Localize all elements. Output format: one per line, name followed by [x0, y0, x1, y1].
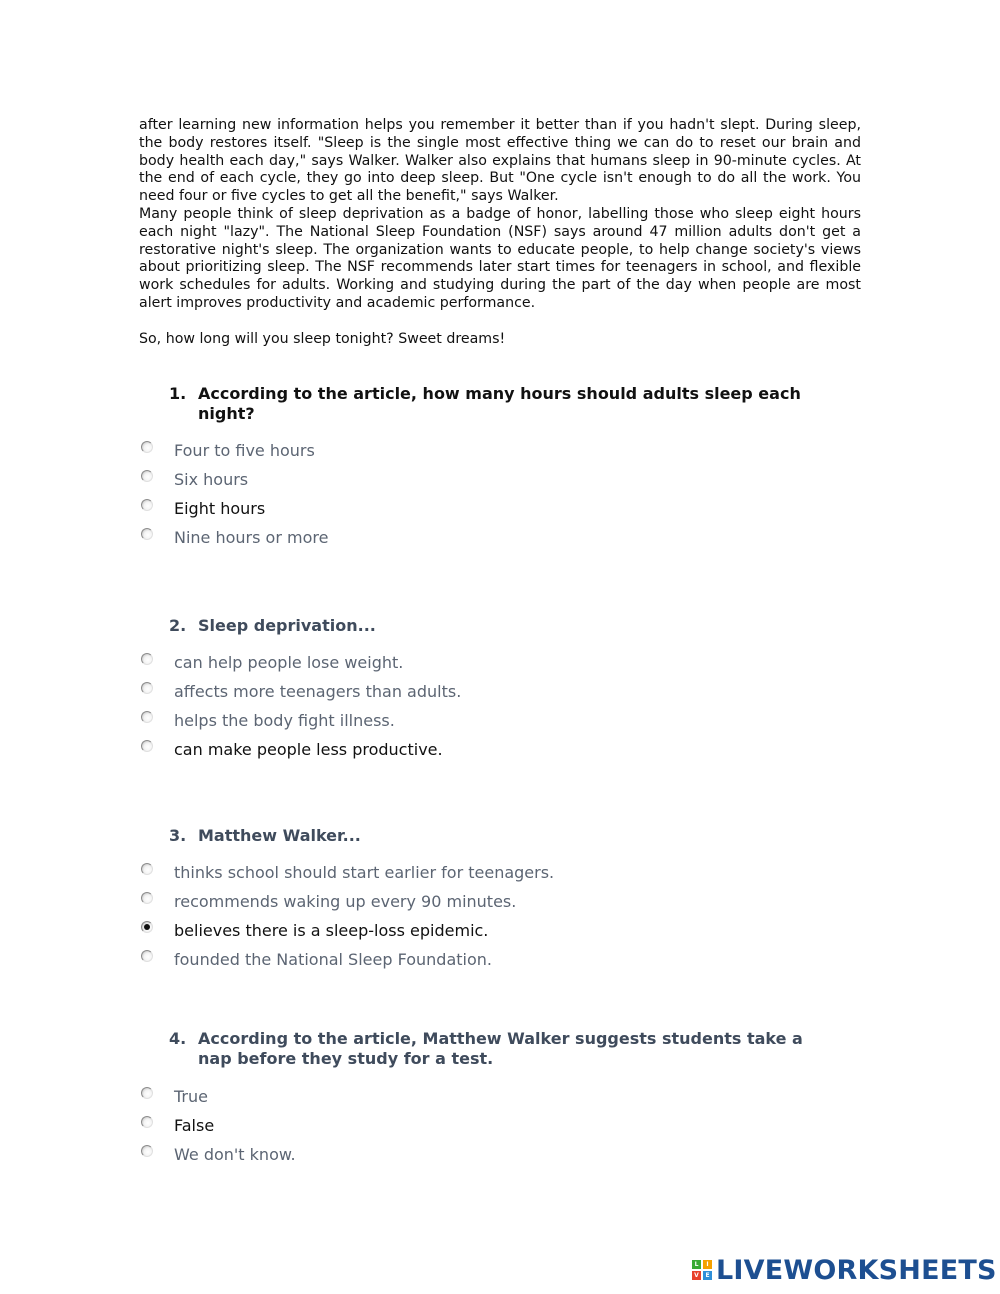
article-paragraph: Many people think of sleep deprivation as a badge of honor, labelling those who sleep eight hours each night "lazy". The National Sleep Foundation (NSF) says around 47 million adults don't get a restorative night's sleep. The organization wants to educate people, to help change society's views about prioritizing sleep. The NSF recommends later start times for teenagers in school, and flexible work schedules for adults. Working and studying during the part of the day when people are most alert improves productivity and academic performance. — [139, 205, 861, 311]
option-label: believes there is a sleep-loss epidemic. — [174, 921, 489, 940]
logo-tile: L — [692, 1260, 701, 1269]
article-text — [139, 117, 861, 348]
logo-tile: E — [703, 1271, 712, 1280]
radio-button[interactable] — [141, 711, 153, 723]
option-label: False — [174, 1116, 215, 1135]
question-text: Sleep deprivation... — [198, 616, 376, 635]
radio-button[interactable] — [141, 499, 153, 511]
option-label: True — [174, 1087, 208, 1106]
option-label: Eight hours — [174, 499, 266, 518]
q3-option-2[interactable] — [139, 892, 839, 921]
q2-option-1[interactable] — [139, 653, 839, 682]
q1-option-2[interactable] — [139, 470, 839, 499]
logo-tile: I — [703, 1260, 712, 1269]
question-text: Matthew Walker... — [198, 826, 361, 845]
question-text: According to the article, how many hours should adults sleep each night? — [198, 384, 801, 423]
option-label: thinks school should start earlier for teenagers. — [174, 863, 555, 882]
radio-button[interactable] — [141, 682, 153, 694]
radio-button-selected[interactable] — [141, 921, 153, 933]
article-closing: So, how long will you sleep tonight? Sweet dreams! — [139, 330, 506, 347]
question-number: 1. — [169, 384, 187, 403]
option-label: Four to five hours — [174, 441, 315, 460]
q4-option-1[interactable] — [139, 1087, 839, 1116]
question-number: 3. — [169, 826, 187, 845]
option-label: Six hours — [174, 470, 249, 489]
logo-tile: V — [692, 1271, 701, 1280]
option-label: can make people less productive. — [174, 740, 443, 759]
q1-option-4[interactable] — [139, 528, 839, 557]
option-label: can help people lose weight. — [174, 653, 404, 672]
q4-option-3[interactable] — [139, 1145, 839, 1174]
option-label: recommends waking up every 90 minutes. — [174, 892, 517, 911]
radio-button[interactable] — [141, 863, 153, 875]
q4-option-2[interactable] — [139, 1116, 839, 1145]
option-label: founded the National Sleep Foundation. — [174, 950, 492, 969]
q3-option-3[interactable] — [139, 921, 839, 950]
logo-text: LIVEWORKSHEETS — [716, 1254, 997, 1286]
radio-button[interactable] — [141, 1116, 153, 1128]
q3-option-4[interactable] — [139, 950, 839, 979]
article-paragraph: after learning new information helps you remember it better than if you hadn't slept. During sleep, the body restores itself. "Sleep is the single most effective thing we can do to reset our brain and body health each day," says Walker. Walker also explains that humans sleep in 90-minute cycles. At the end of each cycle, they go into deep sleep. But "One cycle isn't enough to do all the work. You need four or five cycles to get all the benefit," says Walker. — [139, 117, 861, 205]
question-3-title — [169, 826, 829, 846]
option-label: We don't know. — [174, 1145, 296, 1164]
question-1-title — [169, 384, 829, 424]
radio-button[interactable] — [141, 892, 153, 904]
q2-option-3[interactable] — [139, 711, 839, 740]
radio-button[interactable] — [141, 441, 153, 453]
radio-button[interactable] — [141, 653, 153, 665]
question-text: According to the article, Matthew Walker suggests students take a nap before they study for a test. — [198, 1029, 803, 1068]
question-number: 4. — [169, 1029, 187, 1048]
q2-option-2[interactable] — [139, 682, 839, 711]
logo-icon — [692, 1260, 712, 1280]
question-2-title — [169, 616, 829, 636]
question-number: 2. — [169, 616, 187, 635]
q1-option-1[interactable] — [139, 441, 839, 470]
radio-button[interactable] — [141, 470, 153, 482]
q1-option-3[interactable] — [139, 499, 839, 528]
radio-button[interactable] — [141, 1087, 153, 1099]
option-label: helps the body fight illness. — [174, 711, 395, 730]
radio-button[interactable] — [141, 528, 153, 540]
liveworksheets-logo — [692, 1255, 997, 1285]
option-label: Nine hours or more — [174, 528, 329, 547]
q3-option-1[interactable] — [139, 863, 839, 892]
q2-option-4[interactable] — [139, 740, 839, 769]
radio-button[interactable] — [141, 950, 153, 962]
radio-button[interactable] — [141, 740, 153, 752]
option-label: affects more teenagers than adults. — [174, 682, 462, 701]
question-4-title — [169, 1029, 829, 1069]
radio-button[interactable] — [141, 1145, 153, 1157]
